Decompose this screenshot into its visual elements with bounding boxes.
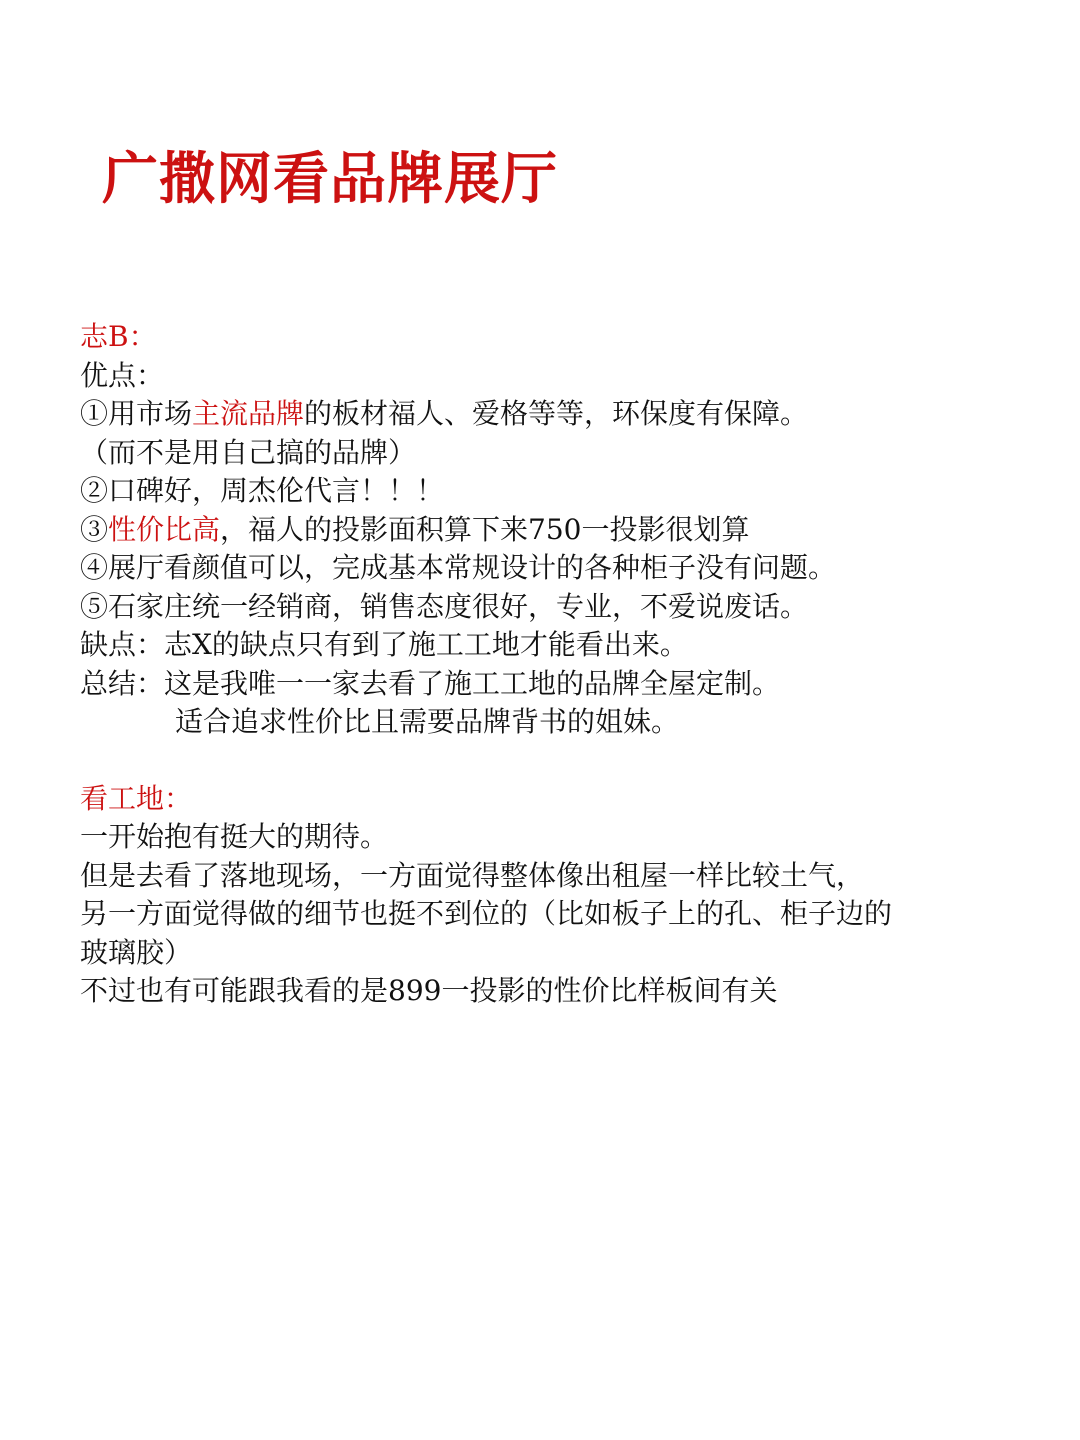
- article-body: [80, 318, 1020, 1011]
- pros-item-1: [80, 395, 1020, 434]
- site-line-5: 不过也有可能跟我看的是899一投影的性价比样板间有关: [80, 974, 778, 1007]
- page-title: 广撒网看品牌展厅: [102, 147, 558, 212]
- site-line-2: 但是去看了落地现场，一方面觉得整体像出租屋一样比较土气，: [80, 858, 865, 892]
- site-line-4: 玻璃胶）: [80, 935, 193, 969]
- pros-item-3-prefix: ③: [80, 512, 109, 546]
- highlight-value-for-money: 性价比高: [108, 512, 221, 546]
- section-heading-site: 看工地：: [80, 781, 193, 815]
- summary-line-2: 适合追求性价比且需要品牌背书的姐妹。: [175, 705, 680, 738]
- site-line-3: 另一方面觉得做的细节也挺不到位的（比如板子上的孔、柜子边的: [80, 897, 893, 930]
- pros-item-3-suffix: ，福人的投影面积算下来750一投影很划算: [220, 512, 750, 546]
- pros-label: 优点：: [80, 358, 165, 392]
- pros-item-5: ⑤石家庄统一经销商，销售态度很好，专业，不爱说废话。: [80, 589, 809, 623]
- cons-line: 缺点：志X的缺点只有到了施工工地才能看出来。: [80, 628, 688, 661]
- pros-item-3: [80, 511, 1020, 550]
- pros-item-1-suffix: 的板材福人、爱格等等，环保度有保障。: [304, 397, 809, 430]
- pros-item-4: ④展厅看颜值可以，完成基本常规设计的各种柜子没有问题。: [80, 551, 837, 584]
- site-line-1: 一开始抱有挺大的期待。: [80, 820, 389, 853]
- section-spacer: [80, 742, 1020, 780]
- pros-item-1-note: （而不是用自己搞的品牌）: [80, 435, 417, 469]
- highlight-mainstream-brand: 主流品牌: [192, 397, 305, 430]
- section-heading-brand: 志B：: [80, 320, 157, 353]
- pros-item-1-prefix: ①用市场: [80, 397, 193, 430]
- pros-item-2: ②口碑好，周杰伦代言！！！: [80, 474, 445, 507]
- summary-line-1: 总结：这是我唯一一家去看了施工工地的品牌全屋定制。: [80, 666, 781, 700]
